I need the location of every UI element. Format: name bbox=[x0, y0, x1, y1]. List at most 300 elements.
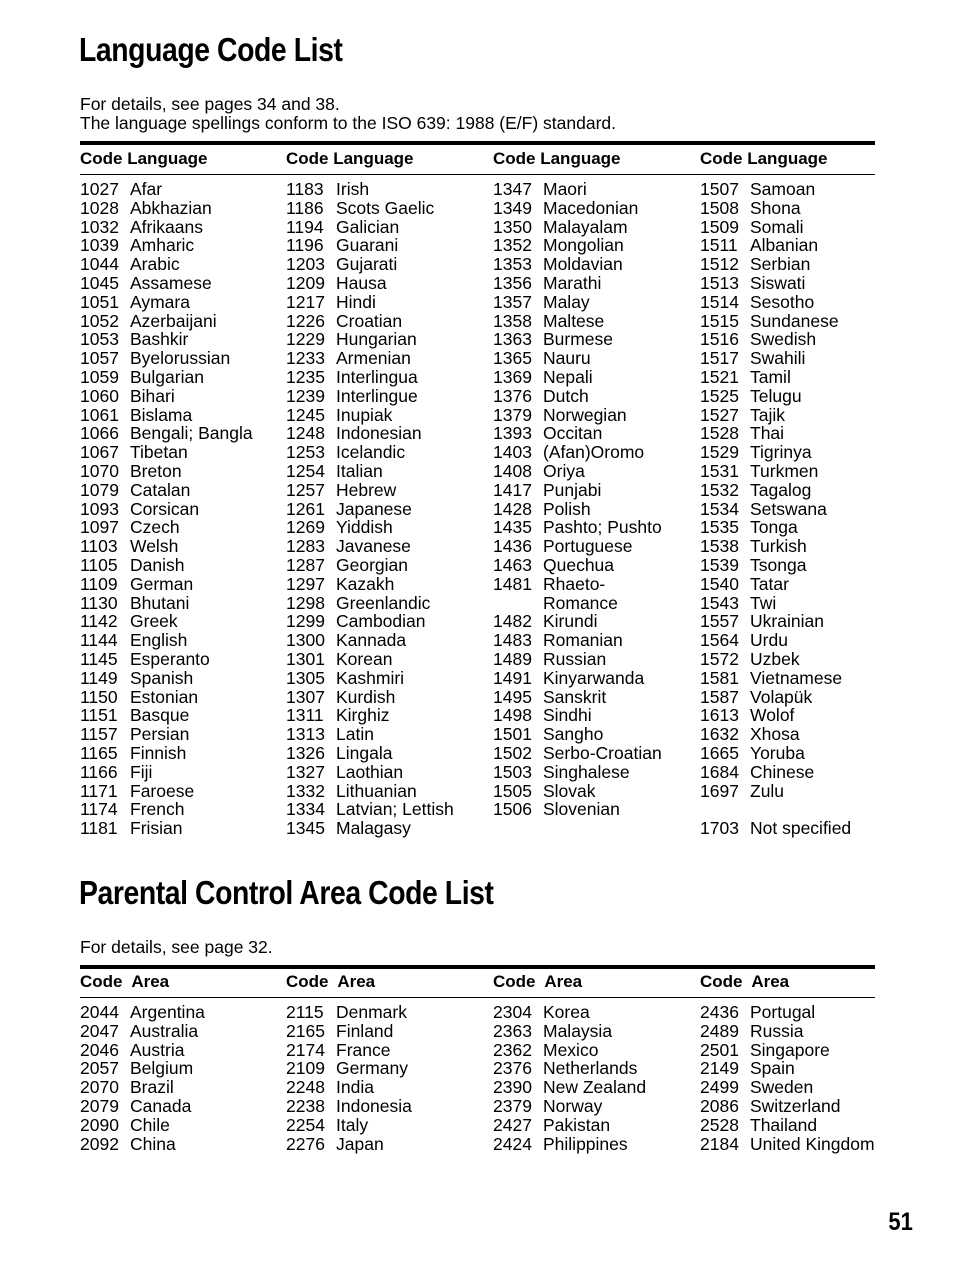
code-value: 1239 bbox=[286, 385, 325, 406]
code-value: 1142 bbox=[80, 611, 118, 632]
language-row bbox=[80, 236, 253, 255]
area-name: France bbox=[336, 1039, 391, 1060]
language-row bbox=[80, 518, 253, 537]
language-name: Quechua bbox=[543, 554, 615, 575]
code-value: 1703 bbox=[700, 818, 739, 839]
language-name: Uzbek bbox=[750, 648, 800, 669]
area-row bbox=[80, 1097, 205, 1116]
area-header-1: Code Area bbox=[80, 972, 170, 991]
language-row bbox=[80, 443, 253, 462]
language-name: Punjabi bbox=[543, 479, 602, 500]
code-value: 2092 bbox=[80, 1133, 119, 1154]
language-header-2: Code Language bbox=[286, 149, 414, 168]
area-name: Belgium bbox=[130, 1058, 194, 1079]
language-name: Afrikaans bbox=[130, 216, 203, 237]
language-name: Afar bbox=[130, 179, 163, 199]
code-value: 2238 bbox=[286, 1095, 325, 1116]
code-value: 1327 bbox=[286, 761, 325, 782]
language-name: Scots Gaelic bbox=[336, 197, 435, 218]
language-name: Bashkir bbox=[130, 329, 189, 350]
code-value: 1513 bbox=[700, 272, 739, 293]
language-name: Kannada bbox=[336, 630, 407, 651]
area-table-top-rule bbox=[80, 965, 875, 969]
language-row bbox=[700, 669, 851, 688]
code-value: 2499 bbox=[700, 1077, 739, 1098]
code-value: 2276 bbox=[286, 1133, 325, 1154]
code-value: 1489 bbox=[493, 648, 532, 669]
code-value: 1483 bbox=[493, 630, 532, 651]
language-name: Mongolian bbox=[543, 235, 624, 256]
code-value: 1245 bbox=[286, 404, 325, 425]
code-value: 1521 bbox=[700, 366, 739, 387]
area-row bbox=[493, 1097, 646, 1116]
code-value: 2079 bbox=[80, 1095, 119, 1116]
language-name: Tibetan bbox=[130, 442, 188, 463]
language-row bbox=[700, 706, 851, 725]
language-name: Interlingue bbox=[336, 385, 418, 406]
language-name: Byelorussian bbox=[130, 348, 231, 369]
code-value: 1229 bbox=[286, 329, 325, 350]
area-row bbox=[700, 1097, 875, 1116]
language-name: Sanskrit bbox=[543, 686, 607, 707]
code-value: 1079 bbox=[80, 479, 119, 500]
code-value: 1435 bbox=[493, 517, 532, 538]
language-name: Burmese bbox=[543, 329, 614, 350]
language-row bbox=[700, 782, 851, 801]
area-name: India bbox=[336, 1077, 374, 1098]
code-value: 1665 bbox=[700, 742, 739, 763]
language-row bbox=[700, 312, 851, 331]
language-row bbox=[286, 180, 454, 199]
code-value: 1183 bbox=[286, 179, 324, 199]
area-name: Thailand bbox=[750, 1114, 818, 1135]
code-value: 1060 bbox=[80, 385, 119, 406]
area-row bbox=[700, 1003, 875, 1022]
area-name: Australia bbox=[130, 1020, 199, 1041]
language-row bbox=[493, 293, 662, 312]
language-row bbox=[80, 819, 253, 838]
language-name: Basque bbox=[130, 705, 190, 726]
area-row bbox=[80, 1022, 205, 1041]
code-value: 1511 bbox=[700, 235, 738, 256]
language-name: Kashmiri bbox=[336, 667, 405, 688]
language-row bbox=[286, 424, 454, 443]
area-header-rule bbox=[80, 997, 875, 998]
area-column-1 bbox=[80, 1003, 205, 1153]
language-row bbox=[286, 330, 454, 349]
language-name: Hungarian bbox=[336, 329, 417, 350]
language-name: Tagalog bbox=[750, 479, 812, 500]
code-value: 2184 bbox=[700, 1133, 739, 1154]
code-value: 1145 bbox=[80, 648, 118, 669]
language-header-4: Code Language bbox=[700, 149, 828, 168]
language-name: Oriya bbox=[543, 460, 585, 481]
code-value: 1261 bbox=[286, 498, 325, 519]
code-value: 1052 bbox=[80, 310, 119, 331]
code-value: 2379 bbox=[493, 1095, 532, 1116]
code-value: 2254 bbox=[286, 1114, 325, 1135]
language-row bbox=[80, 481, 253, 500]
code-value: 1358 bbox=[493, 310, 532, 331]
code-value: 1150 bbox=[80, 686, 118, 707]
language-row bbox=[286, 218, 454, 237]
language-row bbox=[493, 537, 662, 556]
area-row bbox=[493, 1116, 646, 1135]
code-value: 1376 bbox=[493, 385, 532, 406]
code-value: 1495 bbox=[493, 686, 532, 707]
code-value: 1269 bbox=[286, 517, 325, 538]
language-name: Pashto; Pushto bbox=[543, 517, 662, 538]
language-row bbox=[286, 575, 454, 594]
language-name: Nepali bbox=[543, 366, 593, 387]
language-row bbox=[80, 537, 253, 556]
code-value: 1300 bbox=[286, 630, 325, 651]
code-value: 1061 bbox=[80, 404, 119, 425]
language-row bbox=[700, 236, 851, 255]
code-value: 1233 bbox=[286, 348, 325, 369]
area-row bbox=[700, 1022, 875, 1041]
language-row bbox=[700, 631, 851, 650]
language-name: Occitan bbox=[543, 423, 603, 444]
language-row bbox=[80, 744, 253, 763]
code-value: 1103 bbox=[80, 536, 118, 557]
language-row bbox=[493, 650, 662, 669]
area-row bbox=[286, 1135, 412, 1154]
code-value: 1508 bbox=[700, 197, 739, 218]
language-column-4 bbox=[700, 180, 851, 838]
language-row bbox=[286, 650, 454, 669]
code-value: 2436 bbox=[700, 1002, 739, 1022]
area-name: New Zealand bbox=[543, 1077, 647, 1098]
code-value: 1301 bbox=[286, 648, 325, 669]
code-value: 1028 bbox=[80, 197, 119, 218]
language-row bbox=[80, 368, 253, 387]
language-name: Bengali; Bangla bbox=[130, 423, 253, 444]
language-intro bbox=[80, 95, 616, 133]
code-value: 1332 bbox=[286, 780, 325, 801]
language-row bbox=[286, 706, 454, 725]
code-value: 1051 bbox=[80, 291, 119, 312]
page-number: 51 bbox=[888, 1208, 913, 1236]
code-value: 1506 bbox=[493, 799, 532, 820]
code-value: 1097 bbox=[80, 517, 119, 538]
area-row bbox=[700, 1059, 875, 1078]
area-header-3: Code Area bbox=[493, 972, 583, 991]
area-name: Korea bbox=[543, 1002, 590, 1022]
language-row bbox=[700, 594, 851, 613]
code-value: 1363 bbox=[493, 329, 532, 350]
area-row bbox=[286, 1041, 412, 1060]
language-row bbox=[700, 293, 851, 312]
code-value: 1515 bbox=[700, 310, 739, 331]
code-value: 1203 bbox=[286, 254, 325, 275]
language-row bbox=[700, 255, 851, 274]
area-row bbox=[493, 1022, 646, 1041]
language-name: Swedish bbox=[750, 329, 817, 350]
area-name: Philippines bbox=[543, 1133, 628, 1154]
language-row bbox=[80, 462, 253, 481]
code-value: 1039 bbox=[80, 235, 119, 256]
language-row bbox=[700, 387, 851, 406]
language-name: Finnish bbox=[130, 742, 187, 763]
language-row bbox=[700, 537, 851, 556]
code-value: 1165 bbox=[80, 742, 118, 763]
code-value: 1531 bbox=[700, 460, 739, 481]
code-value: 1109 bbox=[80, 573, 118, 594]
language-row bbox=[286, 293, 454, 312]
code-value: 1379 bbox=[493, 404, 532, 425]
language-row bbox=[80, 594, 253, 613]
language-name: Spanish bbox=[130, 667, 194, 688]
language-name: Tigrinya bbox=[750, 442, 812, 463]
language-name: Maltese bbox=[543, 310, 605, 331]
language-row bbox=[700, 330, 851, 349]
area-name: Netherlands bbox=[543, 1058, 638, 1079]
language-row bbox=[80, 650, 253, 669]
language-row bbox=[493, 368, 662, 387]
language-name: Fiji bbox=[130, 761, 153, 782]
area-name: Italy bbox=[336, 1114, 369, 1135]
code-value: 1257 bbox=[286, 479, 325, 500]
language-row bbox=[286, 406, 454, 425]
code-value: 1632 bbox=[700, 724, 739, 745]
code-value: 1557 bbox=[700, 611, 739, 632]
language-name: Abkhazian bbox=[130, 197, 212, 218]
language-name: Shona bbox=[750, 197, 801, 218]
code-value: 2174 bbox=[286, 1039, 325, 1060]
language-name: Tajik bbox=[750, 404, 786, 425]
code-value: 1093 bbox=[80, 498, 119, 519]
language-row bbox=[700, 819, 851, 838]
language-name: Polish bbox=[543, 498, 591, 519]
area-row bbox=[80, 1059, 205, 1078]
code-value: 2489 bbox=[700, 1020, 739, 1041]
language-row bbox=[286, 763, 454, 782]
language-row bbox=[700, 763, 851, 782]
language-name: Bulgarian bbox=[130, 366, 204, 387]
code-value: 1235 bbox=[286, 366, 325, 387]
language-name: Zulu bbox=[750, 780, 785, 801]
language-name: Czech bbox=[130, 517, 180, 538]
language-name: Armenian bbox=[336, 348, 411, 369]
code-value: 1393 bbox=[493, 423, 532, 444]
language-name: Chinese bbox=[750, 761, 815, 782]
language-row bbox=[493, 556, 662, 575]
language-name: Azerbaijani bbox=[130, 310, 217, 331]
language-row bbox=[286, 669, 454, 688]
language-name: Samoan bbox=[750, 179, 816, 199]
language-row bbox=[493, 518, 662, 537]
language-name: Tatar bbox=[750, 573, 789, 594]
code-value: 2165 bbox=[286, 1020, 325, 1041]
area-row bbox=[700, 1116, 875, 1135]
language-row bbox=[700, 443, 851, 462]
language-row bbox=[80, 387, 253, 406]
language-row bbox=[493, 500, 662, 519]
language-row bbox=[700, 180, 851, 199]
language-name: Norwegian bbox=[543, 404, 627, 425]
code-value: 1403 bbox=[493, 442, 532, 463]
language-row bbox=[286, 274, 454, 293]
language-name: Russian bbox=[543, 648, 607, 669]
language-name: English bbox=[130, 630, 188, 651]
language-name: Inupiak bbox=[336, 404, 393, 425]
language-name: Lingala bbox=[336, 742, 393, 763]
code-value: 2363 bbox=[493, 1020, 532, 1041]
code-value: 1283 bbox=[286, 536, 325, 557]
language-name: (Afan)Oromo bbox=[543, 442, 645, 463]
language-row bbox=[700, 612, 851, 631]
language-row bbox=[80, 274, 253, 293]
language-row bbox=[493, 424, 662, 443]
code-value: 2304 bbox=[493, 1002, 532, 1022]
code-value: 1517 bbox=[700, 348, 739, 369]
code-value: 1463 bbox=[493, 554, 532, 575]
language-name: Somali bbox=[750, 216, 804, 237]
code-value: 1196 bbox=[286, 235, 324, 256]
language-name: Frisian bbox=[130, 818, 183, 839]
language-row bbox=[286, 387, 454, 406]
area-row bbox=[286, 1116, 412, 1135]
code-value: 2528 bbox=[700, 1114, 739, 1135]
area-name: Pakistan bbox=[543, 1114, 611, 1135]
language-row bbox=[80, 255, 253, 274]
code-value: 1539 bbox=[700, 554, 739, 575]
area-row bbox=[286, 1059, 412, 1078]
language-row bbox=[286, 782, 454, 801]
code-value: 2362 bbox=[493, 1039, 532, 1060]
language-row bbox=[700, 406, 851, 425]
code-value: 1507 bbox=[700, 179, 739, 199]
area-row bbox=[80, 1003, 205, 1022]
language-row bbox=[80, 782, 253, 801]
language-name: Corsican bbox=[130, 498, 200, 519]
area-row bbox=[80, 1116, 205, 1135]
area-column-4 bbox=[700, 1003, 875, 1153]
language-row bbox=[286, 255, 454, 274]
language-name: Galician bbox=[336, 216, 400, 237]
code-value: 1498 bbox=[493, 705, 532, 726]
language-header-1: Code Language bbox=[80, 149, 208, 168]
language-name: Guarani bbox=[336, 235, 399, 256]
code-value: 1529 bbox=[700, 442, 739, 463]
language-row bbox=[493, 575, 662, 594]
language-row bbox=[700, 368, 851, 387]
area-row bbox=[286, 1097, 412, 1116]
area-row bbox=[80, 1041, 205, 1060]
code-value: 2044 bbox=[80, 1002, 119, 1022]
language-name: Irish bbox=[336, 179, 370, 199]
language-row bbox=[80, 406, 253, 425]
language-row bbox=[700, 800, 851, 819]
language-row bbox=[493, 744, 662, 763]
language-name: Xhosa bbox=[750, 724, 800, 745]
code-value: 1356 bbox=[493, 272, 532, 293]
language-name: Indonesian bbox=[336, 423, 422, 444]
language-name: Hausa bbox=[336, 272, 387, 293]
language-name: Amharic bbox=[130, 235, 195, 256]
language-row bbox=[493, 180, 662, 199]
language-row bbox=[700, 218, 851, 237]
language-row bbox=[493, 218, 662, 237]
language-name: Slovak bbox=[543, 780, 596, 801]
code-value: 1151 bbox=[80, 705, 118, 726]
language-name: Tonga bbox=[750, 517, 798, 538]
language-name: Yoruba bbox=[750, 742, 805, 763]
code-value: 1684 bbox=[700, 761, 739, 782]
language-name: Aymara bbox=[130, 291, 190, 312]
language-row bbox=[493, 462, 662, 481]
language-name: Twi bbox=[750, 592, 777, 613]
code-value: 1059 bbox=[80, 366, 119, 387]
language-row bbox=[493, 706, 662, 725]
code-value: 1347 bbox=[493, 179, 532, 199]
language-row bbox=[493, 688, 662, 707]
language-name: Bislama bbox=[130, 404, 193, 425]
language-name: Romance bbox=[543, 592, 618, 613]
code-value: 1564 bbox=[700, 630, 739, 651]
language-row bbox=[493, 406, 662, 425]
language-name: Cambodian bbox=[336, 611, 426, 632]
area-name: Malaysia bbox=[543, 1020, 613, 1041]
language-name: Assamese bbox=[130, 272, 212, 293]
language-row bbox=[80, 424, 253, 443]
code-value: 1587 bbox=[700, 686, 739, 707]
code-value: 1613 bbox=[700, 705, 739, 726]
code-value: 1581 bbox=[700, 667, 739, 688]
language-row bbox=[286, 800, 454, 819]
code-value: 1491 bbox=[493, 667, 532, 688]
language-name: Turkmen bbox=[750, 460, 819, 481]
language-name: German bbox=[130, 573, 194, 594]
area-name: Canada bbox=[130, 1095, 192, 1116]
language-row bbox=[700, 199, 851, 218]
code-value: 1534 bbox=[700, 498, 739, 519]
language-row bbox=[286, 594, 454, 613]
code-value: 1053 bbox=[80, 329, 119, 350]
area-name: Finland bbox=[336, 1020, 394, 1041]
area-name: Norway bbox=[543, 1095, 603, 1116]
language-name: Kirundi bbox=[543, 611, 598, 632]
language-name: Romanian bbox=[543, 630, 623, 651]
area-name: Indonesia bbox=[336, 1095, 412, 1116]
language-row bbox=[700, 481, 851, 500]
code-value: 1171 bbox=[80, 780, 118, 801]
code-value: 2424 bbox=[493, 1133, 532, 1154]
language-name: Hebrew bbox=[336, 479, 397, 500]
language-row bbox=[80, 312, 253, 331]
language-column-3 bbox=[493, 180, 662, 819]
area-name: Argentina bbox=[130, 1002, 205, 1022]
language-intro-pages: For details, see pages 34 and 38. bbox=[80, 94, 340, 114]
language-row bbox=[493, 199, 662, 218]
language-row bbox=[700, 349, 851, 368]
language-name: Slovenian bbox=[543, 799, 620, 820]
area-row bbox=[493, 1041, 646, 1060]
language-column-1 bbox=[80, 180, 253, 838]
language-name: Yiddish bbox=[336, 517, 393, 538]
language-name: Breton bbox=[130, 460, 182, 481]
code-value: 1543 bbox=[700, 592, 739, 613]
language-name: Bihari bbox=[130, 385, 175, 406]
area-row bbox=[493, 1135, 646, 1154]
language-row bbox=[700, 744, 851, 763]
language-row bbox=[286, 443, 454, 462]
code-value: 1512 bbox=[700, 254, 739, 275]
code-value: 2427 bbox=[493, 1114, 532, 1135]
code-value: 1181 bbox=[80, 818, 118, 839]
language-name: Rhaeto- bbox=[543, 573, 606, 594]
